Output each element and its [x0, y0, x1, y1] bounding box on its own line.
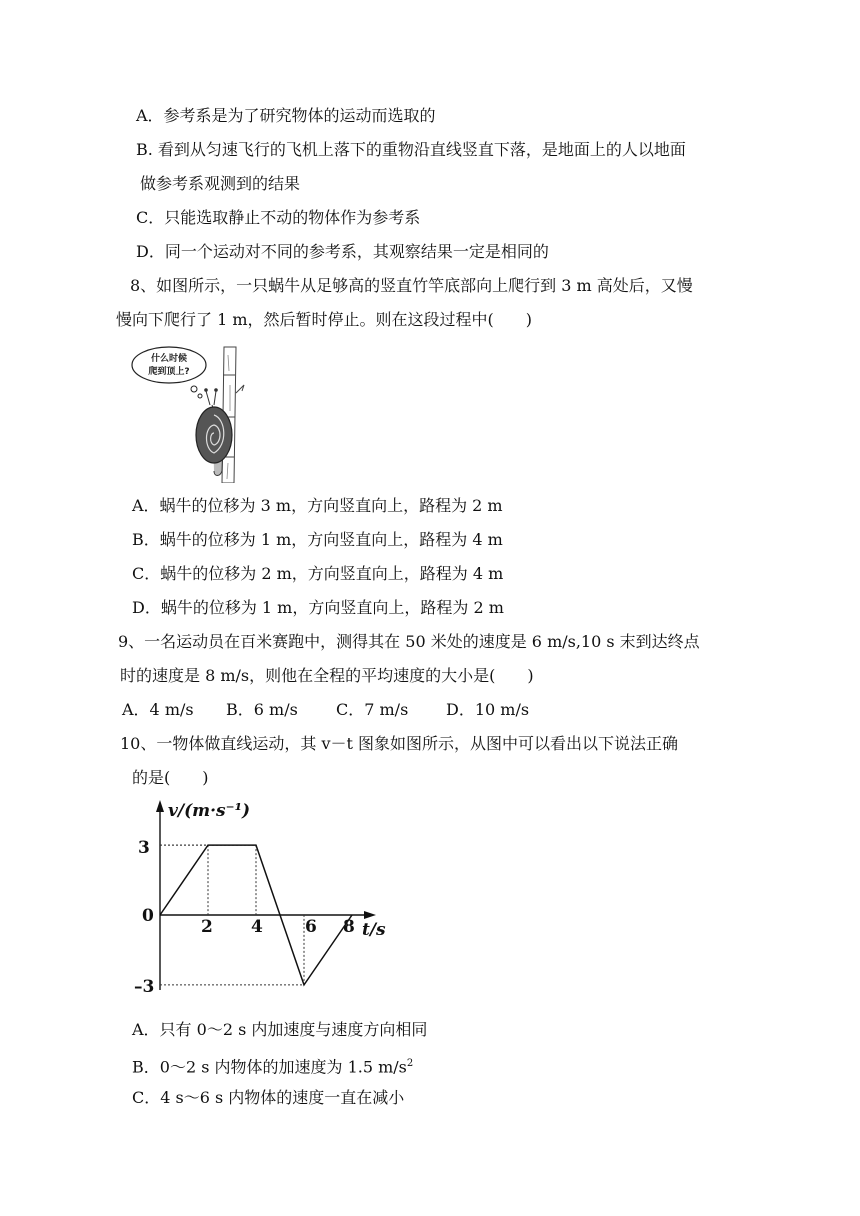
x-tick-label-2: 2 — [201, 917, 213, 937]
q7-option-c: C．只能选取静止不动的物体作为参考系 — [136, 208, 421, 227]
q10-option-c: C．4 s～6 s 内物体的速度一直在减小 — [132, 1088, 405, 1107]
q10-stem-line1: 10、一物体做直线运动，其 v－t 图象如图所示，从图中可以看出以下说法正确 — [120, 734, 679, 753]
q9-option-b: B．6 m/s — [226, 700, 298, 719]
q10-stem-line2: 的是( ) — [132, 768, 209, 787]
x-tick-label-6: 6 — [305, 917, 317, 937]
q9-option-d: D．10 m/s — [446, 700, 530, 719]
q8-option-d: D．蜗牛的位移为 1 m，方向竖直向上，路程为 2 m — [132, 598, 504, 617]
x-axis-label: t/s — [362, 920, 386, 940]
q9-option-a: A．4 m/s — [122, 700, 194, 719]
q8-option-c: C．蜗牛的位移为 2 m，方向竖直向上，路程为 4 m — [132, 564, 504, 583]
q8-option-a: A．蜗牛的位移为 3 m，方向竖直向上，路程为 2 m — [132, 496, 503, 515]
v-t-graph — [130, 792, 390, 1000]
y-tick-label-0: 0 — [142, 906, 154, 926]
q7-option-a: A．参考系是为了研究物体的运动而选取的 — [136, 106, 436, 125]
q9-stem-line1: 9、一名运动员在百米赛跑中，测得其在 50 米处的速度是 6 m/s,10 s 末到达终点 — [118, 632, 700, 651]
q7-option-d: D．同一个运动对不同的参考系，其观察结果一定是相同的 — [136, 242, 549, 261]
x-tick-label-8: 8 — [343, 917, 355, 937]
x-tick-label-4: 4 — [251, 917, 263, 937]
q10-option-b — [132, 1052, 413, 1079]
q10-option-a: A．只有 0～2 s 内加速度与速度方向相同 — [132, 1020, 428, 1039]
bubble-text-line1: 什么时候 — [150, 354, 188, 364]
q9-stem-line2: 时的速度是 8 m/s，则他在全程的平均速度的大小是( ) — [120, 666, 534, 685]
q8-stem-line2: 慢向下爬行了 1 m，然后暂时停止。则在这段过程中( ) — [116, 310, 533, 329]
q10-option-b-superscript: 2 — [406, 1058, 414, 1069]
bubble-text-line2: 爬到顶上? — [148, 367, 190, 377]
speech-bubble — [132, 347, 206, 383]
q10-option-b-text: B．0～2 s 内物体的加速度为 1.5 m/s — [132, 1057, 407, 1077]
y-tick-label-3: 3 — [138, 838, 150, 858]
x-axis-arrow — [364, 911, 376, 919]
q9-option-c: C．7 m/s — [336, 700, 409, 719]
y-axis-arrow — [156, 800, 164, 812]
y-axis-label: v/(m·s⁻¹) — [168, 801, 251, 821]
snail-illustration — [128, 345, 252, 483]
q7-option-b-line2: 做参考系观测到的结果 — [140, 174, 301, 193]
q7-option-b-line1: B. 看到从匀速飞行的飞机上落下的重物沿直线竖直下落，是地面上的人以地面 — [136, 140, 686, 159]
y-tick-label-neg3: –3 — [134, 977, 155, 997]
q8-stem-line1: 8、如图所示，一只蜗牛从足够高的竖直竹竿底部向上爬行到 3 m 高处后，又慢 — [130, 276, 693, 295]
q8-option-b: B．蜗牛的位移为 1 m，方向竖直向上，路程为 4 m — [132, 530, 503, 549]
